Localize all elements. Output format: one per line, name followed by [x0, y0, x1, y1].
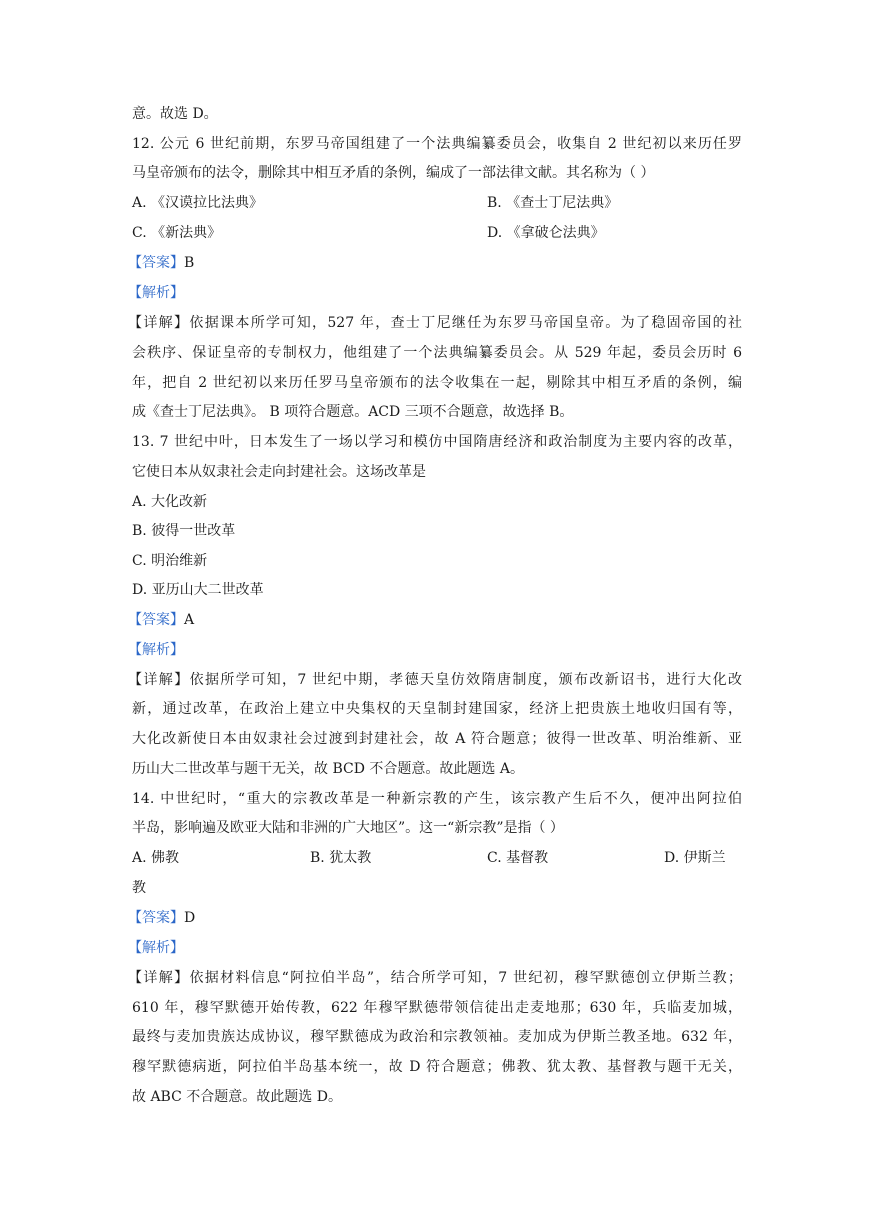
q13-stem-line-1: 13. 7 世纪中叶，日本发生了一场以学习和模仿中国隋唐经济和政治制度为主要内容的改革， — [132, 434, 742, 450]
answer-tag: 【答案】 — [128, 612, 184, 628]
q12-option-d: D. 《拿破仑法典》 — [487, 225, 605, 241]
answer-value: D — [184, 910, 196, 926]
q13-answer — [128, 610, 738, 630]
q13-option-a: A. 大化改新 — [132, 494, 208, 510]
q12-option-c: C. 《新法典》 — [132, 225, 222, 241]
q13-analysis-tag: 【解析】 — [128, 642, 184, 658]
q14-detail-line-1: 【详解】依据材料信息“阿拉伯半岛”，结合所学可知，7 世纪初，穆罕默德创立伊斯兰教； — [128, 970, 743, 986]
q13-stem-line-2: 它使日本从奴隶社会走向封建社会。这场改革是 — [132, 464, 426, 480]
detail-tag: 【详解】 — [128, 970, 190, 986]
q13-option-d: D. 亚历山大二世改革 — [132, 582, 264, 598]
q13-detail-line-4: 历山大二世改革与题干无关，故 BCD 不合题意。故此题选 A。 — [132, 761, 524, 777]
q14-stem-line-1: 14. 中世纪时，“重大的宗教改革是一种新宗教的产生，该宗教产生后不久，便冲出阿拉伯 — [132, 791, 742, 807]
q14-option-d: D. 伊斯兰 — [664, 850, 726, 866]
q14-detail-line-3: 最终与麦加贵族达成协议，穆罕默德成为政治和宗教领袖。麦加成为伊斯兰教圣地。632 年， — [132, 1029, 742, 1045]
q12-option-b: B. 《查士丁尼法典》 — [487, 195, 619, 211]
q13-detail-line-1: 【详解】依据所学可知，7 世纪中期，孝德天皇仿效隋唐制度，颁布改新诏书，进行大化改 — [128, 672, 743, 688]
q12-detail-line-2: 会秩序、保证皇帝的专制权力，他组建了一个法典编纂委员会。从 529 年起，委员会历时 6 — [132, 345, 742, 361]
q14-stem-line-2: 半岛，影响遍及欧亚大陆和非洲的广大地区”。这一“新宗教”是指（ ） — [132, 820, 564, 836]
q14-answer — [128, 908, 738, 928]
answer-tag: 【答案】 — [128, 910, 184, 926]
q14-option-d-continued: 教 — [132, 880, 146, 896]
q12-detail-line-3: 年，把自 2 世纪初以来历任罗马皇帝颁布的法令收集在一起，剔除其中相互矛盾的条例，编 — [132, 375, 742, 391]
q14-detail-line-5: 故 ABC 不合题意。故此题选 D。 — [132, 1089, 342, 1105]
q13-detail-line-3: 大化改新使日本由奴隶社会过渡到封建社会，故 A 符合题意；彼得一世改革、明治维新、亚 — [132, 731, 742, 747]
q14-detail-line-2: 610 年，穆罕默德开始传教，622 年穆罕默德带领信徒出走麦地那；630 年，兵临麦加城， — [132, 1000, 742, 1016]
detail-tag: 【详解】 — [128, 672, 190, 688]
prev-answer-end: 意。故选 D。 — [132, 106, 218, 122]
detail-tag: 【详解】 — [128, 315, 190, 331]
answer-value: A — [184, 612, 195, 628]
q14-detail-line-4: 穆罕默德病逝，阿拉伯半岛基本统一，故 D 符合题意；佛教、犹太教、基督教与题干无关， — [132, 1059, 742, 1075]
q12-stem-line-1: 12. 公元 6 世纪前期，东罗马帝国组建了一个法典编纂委员会，收集自 2 世纪初以来历任罗 — [132, 136, 742, 152]
q14-option-a: A. 佛教 — [132, 850, 180, 866]
q14-analysis-tag: 【解析】 — [128, 940, 184, 956]
q12-option-a: A. 《汉谟拉比法典》 — [132, 195, 264, 211]
q12-detail-line-4: 成《查士丁尼法典》。 B 项符合题意。ACD 三项不合题意，故选择 B。 — [132, 404, 574, 420]
q13-detail-line-2: 新，通过改革，在政治上建立中央集权的天皇制封建国家，经济上把贵族土地收归国有等， — [132, 701, 742, 717]
q12-analysis-tag: 【解析】 — [128, 285, 184, 301]
q14-option-b: B. 犹太教 — [310, 850, 372, 866]
q12-detail-line-1: 【详解】依据课本所学可知，527 年，查士丁尼继任为东罗马帝国皇帝。为了稳固帝国的社 — [128, 315, 743, 331]
q12-stem-line-2: 马皇帝颁布的法令，删除其中相互矛盾的条例，编成了一部法律文献。其名称为（ ） — [132, 165, 655, 181]
q13-option-c: C. 明治维新 — [132, 553, 208, 569]
q12-answer — [128, 253, 738, 273]
answer-value: B — [184, 255, 195, 271]
q14-option-c: C. 基督教 — [487, 850, 549, 866]
answer-tag: 【答案】 — [128, 255, 184, 271]
q13-option-b: B. 彼得一世改革 — [132, 523, 236, 539]
